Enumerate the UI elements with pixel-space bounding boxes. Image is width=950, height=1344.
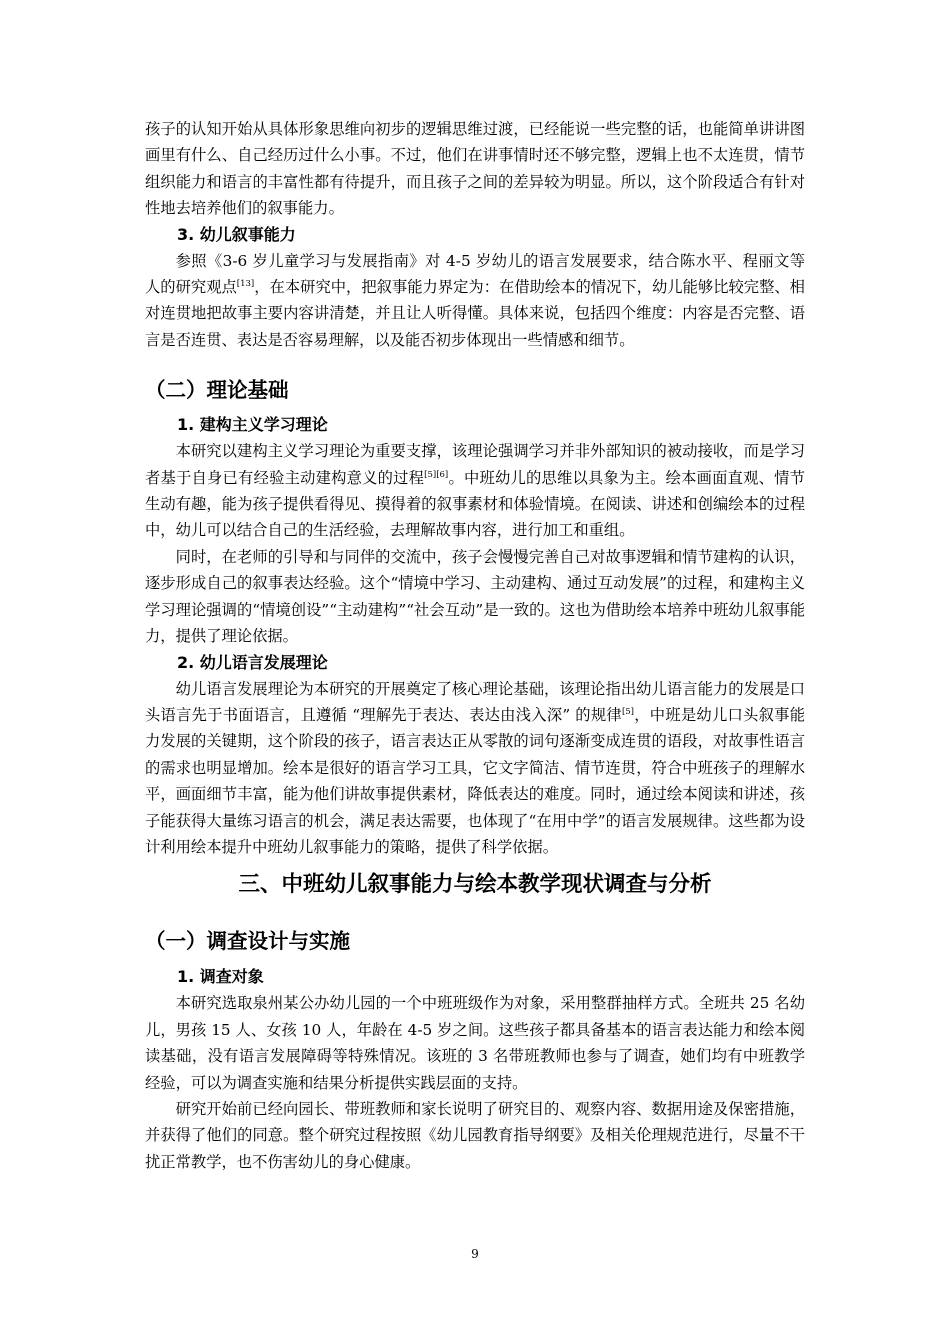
heading-survey-design: （一）调查设计与实施 [145, 929, 350, 954]
paragraph-interaction: 同时，在老师的引导和与同伴的交流中，孩子会慢慢完善自己对故事逻辑和情节建构的认识，逐步形成自己的叙事表达经验。这个“情境中学习、主动建构、通过互动发展”的过程，和建构主义学习理论强调的“情境创设”“主动建构”“社会互动”是一致的。这也为借助绘本培养中班幼儿叙事能力，提供了理论依据。 [145, 547, 805, 646]
paragraph-text: 参照《3-6 岁儿童学习与发展指南》对 4-5 岁幼儿的语言发展要求，结合陈水平、程丽文等人的研究观点 [145, 251, 805, 297]
citation-ref: [5][6] [424, 469, 449, 480]
paragraph-cognition: 孩子的认知开始从具体形象思维向初步的逻辑思维过渡，已经能说一些完整的话，也能简单讲讲图画里有什么、自己经历过什么小事。不过，他们在讲事情时还不够完整，逻辑上也不太连贯，情节组织能力和语言的丰富性都有待提升，而且孩子之间的差异较为明显。所以，这个阶段适合有针对性地去培养他们的叙事能力。 [145, 120, 805, 218]
heading-constructivism: 1. 建构主义学习理论 [177, 415, 328, 435]
heading-survey-subject: 1. 调查对象 [177, 967, 264, 987]
page-number: 9 [471, 1247, 479, 1261]
paragraph-survey-subject: 本研究选取泉州某公办幼儿园的一个中班班级作为对象，采用整群抽样方式。全班共 25 名幼儿，男孩 15 人、女孩 10 人，年龄在 4-5 岁之间。这些孩子都具备基本的语言表达能力和绘本阅读基础，没有语言发展障碍等特殊情况。该班的 3 名带班教师也参与了调查，她们均有中班教学经验，可以为调查实施和结果分析提供实践层面的支持。 [145, 994, 805, 1092]
citation-ref: [5] [621, 706, 634, 717]
document-body [145, 116, 805, 1175]
paragraph-narrative-definition [145, 248, 805, 354]
paragraph-text: ，中班是幼儿口头叙事能力发展的关键期，这个阶段的孩子，语言表达正从零散的词句逐渐变成连贯的语段，对故事性语言的需求也明显增加。绘本是很好的语言学习工具，它文字简洁、情节连贯，符合中班孩子的理解水平，画面细节丰富，能为他们讲故事提供素材，降低表达的难度。同时，通过绘本阅读和讲述，孩子能获得大量练习语言的机会，满足表达需要，也体现了“在用中学”的语言发展规律。这些都为设计利用绘本提升中班幼儿叙事能力的策略，提供了科学依据。 [145, 705, 805, 856]
paragraph-ethics: 研究开始前已经向园长、带班教师和家长说明了研究目的、观察内容、数据用途及保密措施，并获得了他们的同意。整个研究过程按照《幼儿园教育指导纲要》及相关伦理规范进行，尽量不干扰正常教学，也不伤害幼儿的身心健康。 [145, 1099, 805, 1171]
heading-narrative-ability: 3. 幼儿叙事能力 [177, 224, 296, 244]
paragraph-text: 。中班幼儿的思维以具象为主。绘本画面直观、情节生动有趣，能为孩子提供看得见、摸得着的叙事素材和体验情境。在阅读、讲述和创编绘本的过程中，幼儿可以结合自己的生活经验，去理解故事内容，进行加工和重组。 [145, 468, 805, 540]
paragraph-text: 本研究以建构主义学习理论为重要支撑，该理论强调学习并非外部知识的被动接收，而是学习者基于自身已有经验主动建构意义的过程 [145, 442, 805, 487]
citation-ref: [13] [236, 279, 255, 290]
paragraph-constructivism [145, 438, 805, 544]
heading-language-development: 2. 幼儿语言发展理论 [177, 652, 328, 672]
paragraph-text: ，在本研究中，把叙事能力界定为：在借助绘本的情况下，幼儿能够比较完整、相对连贯地把故事主要内容讲清楚，并且让人听得懂。具体来说，包括四个维度：内容是否完整、语言是否连贯、表达是否容易理解，以及能否初步体现出一些情感和细节。 [145, 278, 805, 349]
chapter-heading: 三、中班幼儿叙事能力与绘本教学现状调查与分析 [238, 872, 712, 898]
heading-theory-basis: （二）理论基础 [145, 378, 289, 403]
paragraph-language-theory [145, 676, 805, 861]
paragraph-text: 幼儿语言发展理论为本研究的开展奠定了核心理论基础，该理论指出幼儿语言能力的发展是口头语言先于书面语言，且遵循 “理解先于表达、表达由浅入深” 的规律 [145, 679, 805, 724]
